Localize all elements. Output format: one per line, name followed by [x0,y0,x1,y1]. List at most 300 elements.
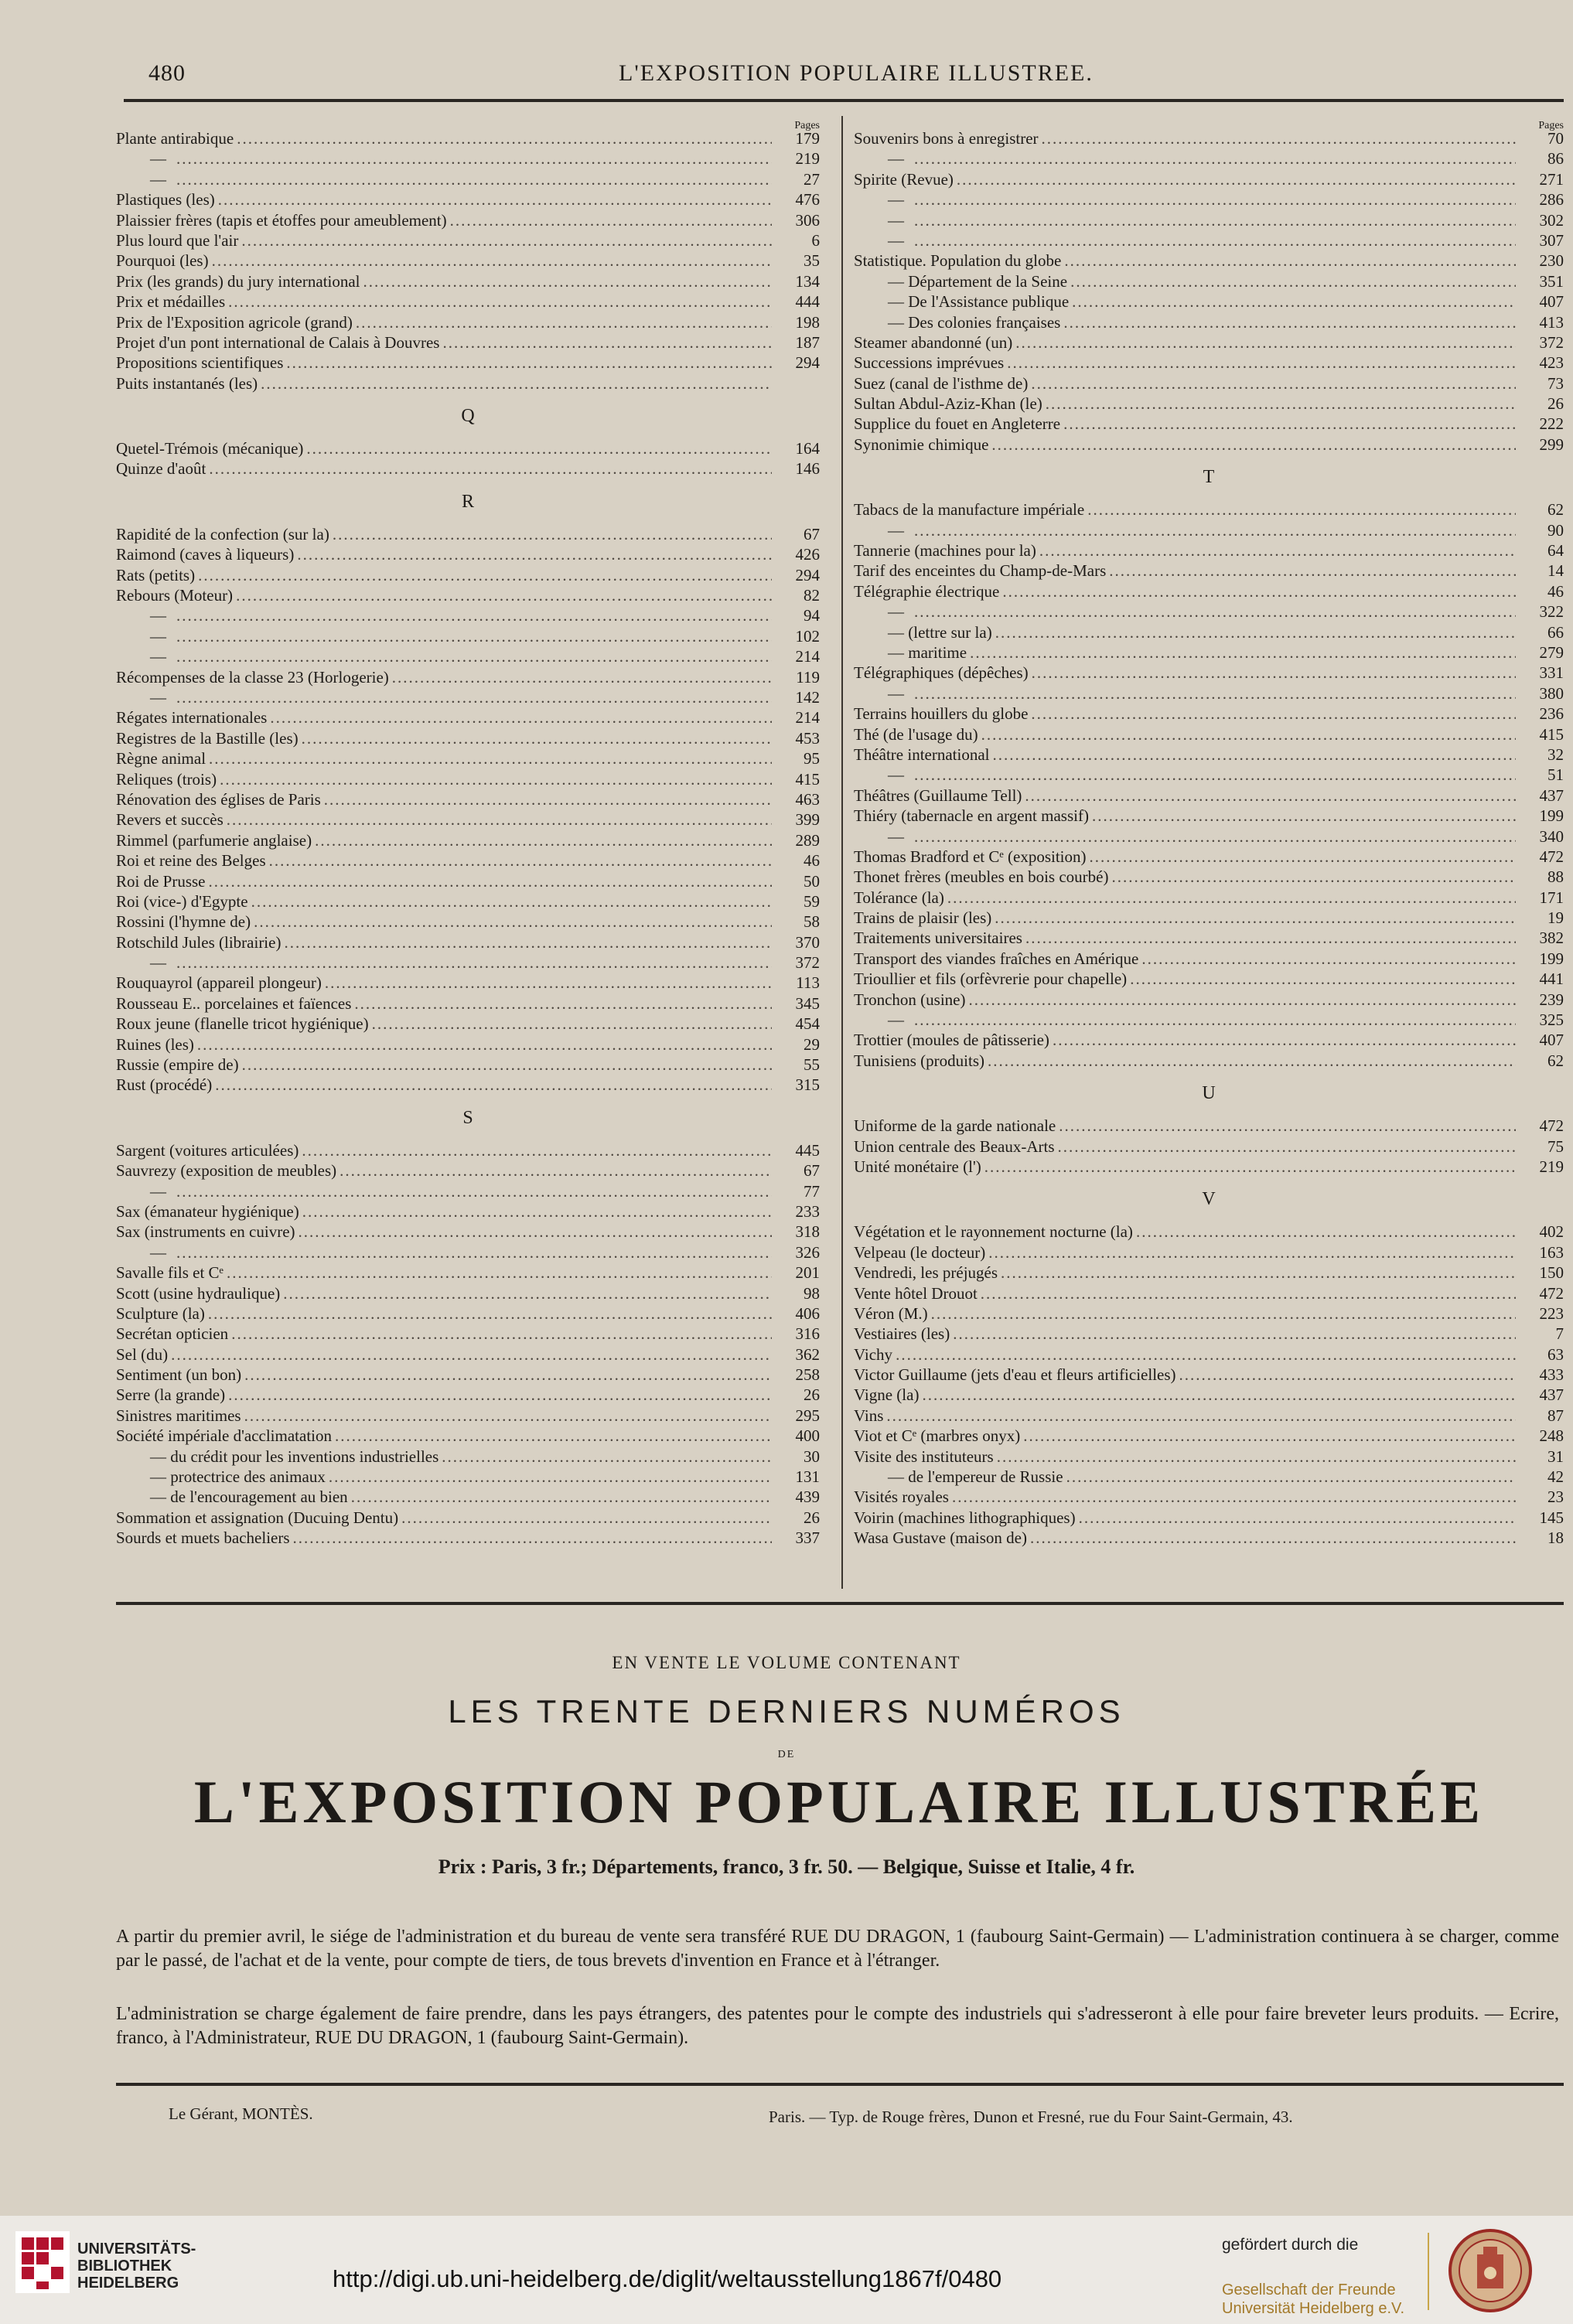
index-entry [116,769,820,789]
entry-page: 316 [795,1324,820,1344]
dot-leader [970,642,1516,663]
index-entry [854,1263,1564,1283]
entry-title: — [150,953,166,973]
dot-leader [914,683,1516,704]
sponsor-divider [1428,2233,1429,2310]
entry-page: 299 [1539,434,1564,454]
dot-leader [886,1406,1516,1426]
advert-line-2: LES TRENTE DERNIERS NUMÉROS [448,1693,1125,1729]
entry-page: 400 [795,1426,820,1446]
entry-title: — De l'Assistance publique [888,292,1070,312]
index-entry [116,687,820,707]
entry-page: 271 [1539,169,1564,189]
dot-leader [1002,581,1516,601]
index-entry [854,128,1564,148]
index-entry [116,952,820,973]
entry-page: 230 [1539,251,1564,271]
entry-title: Supplice du fouet en Angleterre [854,414,1061,434]
index-entry [854,745,1564,765]
entry-page: 279 [1539,642,1564,662]
entry-title: Rats (petits) [116,565,196,584]
dot-leader [993,745,1517,765]
entry-title: — [888,149,904,169]
entry-page: 472 [1539,1116,1564,1136]
index-entry [854,949,1564,969]
dot-leader [1063,312,1516,332]
index-entry [116,912,820,932]
index-entry [854,189,1564,210]
dot-leader [953,1324,1516,1344]
entry-title: Plaissier frères (tapis et étoffes pour ameublement) [116,210,447,230]
index-entry [854,867,1564,887]
index-entry [116,1303,820,1324]
entry-page: 63 [1547,1344,1564,1364]
entry-page: 318 [795,1222,820,1242]
entry-title: Roi de Prusse [116,871,206,891]
dot-leader [1130,969,1516,989]
entry-title: Rotschild Jules (librairie) [116,932,282,952]
entry-title: Propositions scientifiques [116,353,284,373]
dot-leader [237,128,772,148]
index-entry [854,561,1564,581]
dot-leader [270,707,772,728]
entry-page: 86 [1547,149,1564,169]
section-letter: S [462,1107,473,1128]
dot-leader [176,605,772,625]
entry-title: Rust (procédé) [116,1075,213,1095]
dot-leader [325,973,772,993]
dot-leader [286,353,772,373]
index-entry [854,210,1564,230]
entry-title: Vendredi, les préjugés [854,1263,998,1283]
entry-page: 415 [1539,724,1564,744]
dot-leader [306,438,772,458]
entry-page: 345 [795,993,820,1013]
index-entry [854,1324,1564,1344]
dot-leader [1070,271,1516,291]
index-entry [854,908,1564,928]
entry-title: Reliques (trois) [116,769,217,789]
dot-leader [1053,1030,1516,1050]
entry-page: 362 [795,1344,820,1364]
index-entry [854,312,1564,332]
dot-leader [988,1051,1516,1071]
entry-page: 372 [795,953,820,973]
index-entry [116,1201,820,1222]
index-entry [116,932,820,952]
dot-leader [1066,1467,1516,1487]
dot-leader [269,850,772,871]
entry-page: 66 [1547,622,1564,642]
entry-page: 437 [1539,1385,1564,1405]
entry-page: 306 [795,210,820,230]
dot-leader [218,189,772,210]
index-entry [854,990,1564,1010]
entry-page: 370 [795,932,820,952]
index-entry [854,1030,1564,1050]
entry-title: Visités royales [854,1487,949,1507]
library-name-line-3: HEIDELBERG [77,2275,179,2292]
index-entry [854,1242,1564,1263]
entry-page: 55 [804,1055,820,1075]
entry-page: 7 [1555,1324,1564,1344]
entry-title: — [150,626,166,646]
dot-leader [1023,1426,1516,1446]
index-entry [116,373,820,394]
index-entry [854,1344,1564,1365]
dot-leader [442,1447,772,1467]
entry-title: Spirite (Revue) [854,169,954,189]
index-entry [854,1426,1564,1446]
index-entry [116,250,820,271]
entry-title: Sargent (voitures articulées) [116,1140,299,1160]
entry-title: Sourds et muets bacheliers [116,1528,290,1548]
index-entry [854,724,1564,745]
dot-leader [1111,867,1516,887]
entry-page: 258 [795,1365,820,1385]
entry-page: 286 [1539,190,1564,210]
entry-title: Thé (de l'usage du) [854,724,978,744]
index-entry [854,353,1564,373]
index-entry [116,1528,820,1548]
dot-leader [1092,806,1516,826]
advert-price: Prix : Paris, 3 fr.; Départements, franco, 3 fr. 50. — Belgique, Suisse et Italie, 4 fr. [438,1855,1135,1878]
advert-line-3: DE [777,1749,796,1760]
dot-leader [208,1303,772,1324]
index-entry [854,642,1564,663]
entry-title: Pourquoi (les) [116,251,209,271]
index-entry [854,148,1564,169]
section-letter: R [461,491,474,512]
dot-leader [212,250,772,271]
page-number: 480 [148,60,186,86]
entry-page: 67 [804,1161,820,1181]
entry-page: 351 [1539,271,1564,291]
entry-title: Sax (instruments en cuivre) [116,1222,295,1242]
entry-title: Tannerie (machines pour la) [854,541,1036,561]
entry-page: 331 [1539,663,1564,683]
dot-leader [329,1467,772,1487]
entry-page: 29 [804,1034,820,1054]
entry-page: 415 [795,769,820,789]
index-entry [116,1055,820,1075]
entry-page: 26 [804,1385,820,1405]
entry-page: 51 [1547,765,1564,785]
entry-page: 113 [796,973,820,993]
entry-page: 294 [795,353,820,373]
entry-title: Sinistres maritimes [116,1406,241,1425]
entry-title: Théâtre international [854,745,990,764]
index-entry [116,128,820,148]
dot-leader [997,1447,1516,1467]
dot-leader [209,458,772,479]
university-seal-icon [1448,2228,1533,2313]
entry-page: 380 [1539,683,1564,703]
entry-title: Récompenses de la classe 23 (Horlogerie) [116,667,389,687]
index-entry [116,809,820,830]
entry-title: Prix et médailles [116,292,226,312]
entry-title: Trioullier et fils (orfèvrerie pour chapelle) [854,969,1128,989]
index-entry [116,312,820,332]
entry-page: 437 [1539,785,1564,805]
dot-leader [209,871,773,891]
dot-leader [981,1283,1516,1303]
entry-page: 164 [795,439,820,458]
dot-leader [1001,1263,1516,1283]
entry-page: 198 [795,312,820,332]
index-entry [854,1303,1564,1324]
index-entry [854,1116,1564,1136]
advert-title: L'EXPOSITION POPULAIRE ILLUSTRÉE [193,1768,1485,1835]
dot-leader [176,952,772,973]
entry-title: Télégraphiques (dépêches) [854,663,1029,683]
dot-leader [914,189,1516,210]
dot-leader [1015,332,1516,353]
entry-title: Trains de plaisir (les) [854,908,992,928]
entry-title: Statistique. Population du globe [854,251,1062,271]
entry-title: — [150,606,166,625]
entry-page: 87 [1547,1406,1564,1425]
dot-leader [442,332,772,353]
entry-title: Suez (canal de l'isthme de) [854,373,1029,393]
entry-page: 134 [795,271,820,291]
entry-title: — [150,1242,166,1262]
entry-page: 236 [1539,704,1564,724]
dot-leader [931,1303,1516,1324]
index-entry [116,169,820,189]
index-entry [116,148,820,169]
dot-leader [297,544,772,564]
index-entry [116,850,820,871]
entry-page: 322 [1539,602,1564,622]
entry-page: 294 [795,565,820,584]
entry-page: 214 [795,708,820,728]
entry-title: Régates internationales [116,708,268,728]
dot-leader [372,1014,772,1034]
dot-leader [176,1242,772,1263]
dot-leader [176,626,772,646]
entry-page: 222 [1539,414,1564,434]
index-entry [116,1283,820,1303]
entry-title: Quetel-Trémois (mécanique) [116,439,304,458]
index-entry [854,230,1564,250]
index-entry [116,458,820,479]
entry-title: — [150,149,166,169]
dot-leader [984,1157,1516,1177]
entry-title: Rapidité de la confection (sur la) [116,524,329,544]
dot-leader [176,687,772,707]
index-entry [116,993,820,1014]
index-entry [854,1157,1564,1177]
section-letter: U [1202,1083,1216,1104]
entry-title: Registres de la Bastille (les) [116,728,299,748]
entry-title: — maritime [888,642,967,662]
section-letter: T [1203,467,1215,488]
index-entry [116,1467,820,1487]
entry-title: — [888,826,904,846]
entry-title: Wasa Gustave (maison de) [854,1528,1027,1548]
index-entry [116,1447,820,1467]
index-entry [116,585,820,605]
entry-page: 82 [804,586,820,605]
permalink-url[interactable]: http://digi.ub.uni-heidelberg.de/diglit/weltausstellung1867f/0480 [333,2265,1002,2292]
dot-leader [293,1528,772,1548]
entry-page: 472 [1539,847,1564,866]
entry-page: 407 [1539,292,1564,312]
library-footer-bar [0,2216,1573,2324]
entry-page: 18 [1547,1528,1564,1548]
index-entry [854,414,1564,434]
entry-page: 219 [1539,1157,1564,1176]
entry-page: 42 [1547,1467,1564,1487]
index-entry [116,973,820,993]
index-entry [854,847,1564,867]
index-entry [854,250,1564,271]
dot-leader [176,148,772,169]
index-entry [116,271,820,291]
entry-title: Sax (émanateur hygiénique) [116,1201,299,1221]
index-entry [854,806,1564,826]
entry-title: Tarif des enceintes du Champ-de-Mars [854,561,1107,581]
index-entry [854,1508,1564,1528]
dot-leader [171,1344,772,1365]
dot-leader [914,148,1516,169]
entry-page: 453 [795,728,820,748]
dot-leader [1039,540,1516,561]
entry-title: Rousseau E.. porcelaines et faïences [116,993,352,1013]
entry-title: Tabacs de la manufacture impériale [854,500,1085,520]
dot-leader [1031,704,1516,724]
entry-title: — de l'empereur de Russie [888,1467,1063,1487]
entry-page: 19 [1547,908,1564,928]
dot-leader [315,830,772,850]
index-column-right [854,116,1564,1549]
index-entry [116,667,820,687]
entry-title: — [888,210,904,230]
entry-page: 179 [795,129,820,148]
index-entry [854,520,1564,540]
column-divider [841,116,843,1589]
dot-leader [1059,1116,1516,1136]
entry-title: Puits instantanés (les) [116,373,258,393]
index-entry [116,1344,820,1365]
index-entry [854,394,1564,414]
dot-leader [947,888,1516,908]
entry-title: Quinze d'août [116,459,206,479]
entry-page: 98 [804,1283,820,1303]
dot-leader [401,1508,772,1528]
library-logo-icon [15,2231,70,2293]
entry-page: 171 [1539,888,1564,907]
dot-leader [991,434,1516,455]
index-entry [116,1160,820,1181]
dot-leader [302,1201,772,1222]
entry-title: Roux jeune (flanelle tricot hygiénique) [116,1014,369,1034]
entry-page: 90 [1547,520,1564,540]
entry-title: Sculpture (la) [116,1303,205,1323]
index-entry [854,969,1564,989]
index-entry [854,271,1564,291]
entry-page: 295 [795,1406,820,1425]
dot-leader [1007,353,1516,373]
sponsor-name [1222,2281,1404,2318]
library-name [77,2241,196,2292]
entry-page: 46 [1547,581,1564,601]
entry-title: Roi et reine des Belges [116,851,266,871]
entry-page: 315 [795,1075,820,1095]
entry-page: 88 [1547,867,1564,887]
index-entry [116,291,820,312]
dot-leader [176,646,772,666]
index-entry [854,888,1564,908]
entry-title: Secrétan opticien [116,1324,229,1344]
dot-leader [914,765,1516,785]
entry-title: Plus lourd que l'air [116,230,239,250]
index-entry [854,826,1564,847]
entry-page: 30 [804,1447,820,1466]
dot-leader [244,1365,772,1385]
index-entry [116,1034,820,1055]
dot-leader [1064,250,1516,271]
dot-leader [333,524,772,544]
dot-leader [227,1263,772,1283]
entry-page: 219 [795,149,820,169]
entry-page: 439 [795,1487,820,1507]
entry-page: 214 [795,647,820,666]
dot-leader [1030,1528,1516,1548]
sponsor-name-line-1: Gesellschaft der Freunde [1222,2281,1396,2298]
dot-leader [284,932,772,952]
entry-page: 119 [796,667,820,687]
entry-title: Souvenirs bons à enregistrer [854,129,1039,148]
dot-leader [242,1055,772,1075]
section-letter: V [1202,1189,1216,1210]
entry-title: — [888,602,904,622]
advert-paragraph-1: A partir du premier avril, le siége de l'administration et du bureau de vente sera transféré RUE DU DRAGON, 1 (faubourg Saint-Germain) — L'administration continuera à se charger, comme par le passé, de l'achat et de la vente, pour compte de tiers, de tous brevets d'invention en France et à l'étranger. [116,1927,1559,1971]
sponsor-name-line-2: Universität Heidelberg e.V. [1222,2300,1405,2317]
dot-leader [324,789,772,809]
entry-title: Rénovation des églises de Paris [116,789,321,809]
entry-title: Rimmel (parfumerie anglaise) [116,830,312,850]
entry-title: Sel (du) [116,1344,169,1364]
entry-title: Plante antirabique [116,129,234,148]
index-entry [116,1014,820,1034]
pages-column-label: Pages [794,120,820,131]
entry-page: 64 [1547,541,1564,561]
entry-page: 102 [795,626,820,646]
entry-page: 62 [1547,1051,1564,1070]
index-entry [116,438,820,458]
entry-title: — [888,765,904,785]
entry-title: Vichy [854,1344,893,1364]
entry-title: Synonimie chimique [854,434,989,454]
index-entry [854,928,1564,948]
index-entry [116,626,820,646]
entry-page: 31 [1547,1447,1564,1466]
entry-page: 426 [795,545,820,564]
entry-title: Scott (usine hydraulique) [116,1283,281,1303]
entry-title: Raimond (caves à liqueurs) [116,545,295,564]
entry-title: Serre (la grande) [116,1385,226,1405]
entry-page: 62 [1547,500,1564,520]
dot-leader [981,724,1516,745]
index-entry [116,707,820,728]
entry-title: Velpeau (le docteur) [854,1242,986,1262]
index-entry [854,622,1564,642]
entry-title: Trottier (moules de pâtisserie) [854,1031,1049,1050]
advert-paragraph-2: L'administration se charge également de faire prendre, dans les pays étrangers, des patentes pour le compte des industriels qui s'adresseront à elle pour faire breveter leurs produits. — Ecrire, franco, à l'Administrateur, RUE DU DRAGON, 1 (faubourg Saint-Germain). [116,2004,1559,2048]
index-entry [116,789,820,809]
